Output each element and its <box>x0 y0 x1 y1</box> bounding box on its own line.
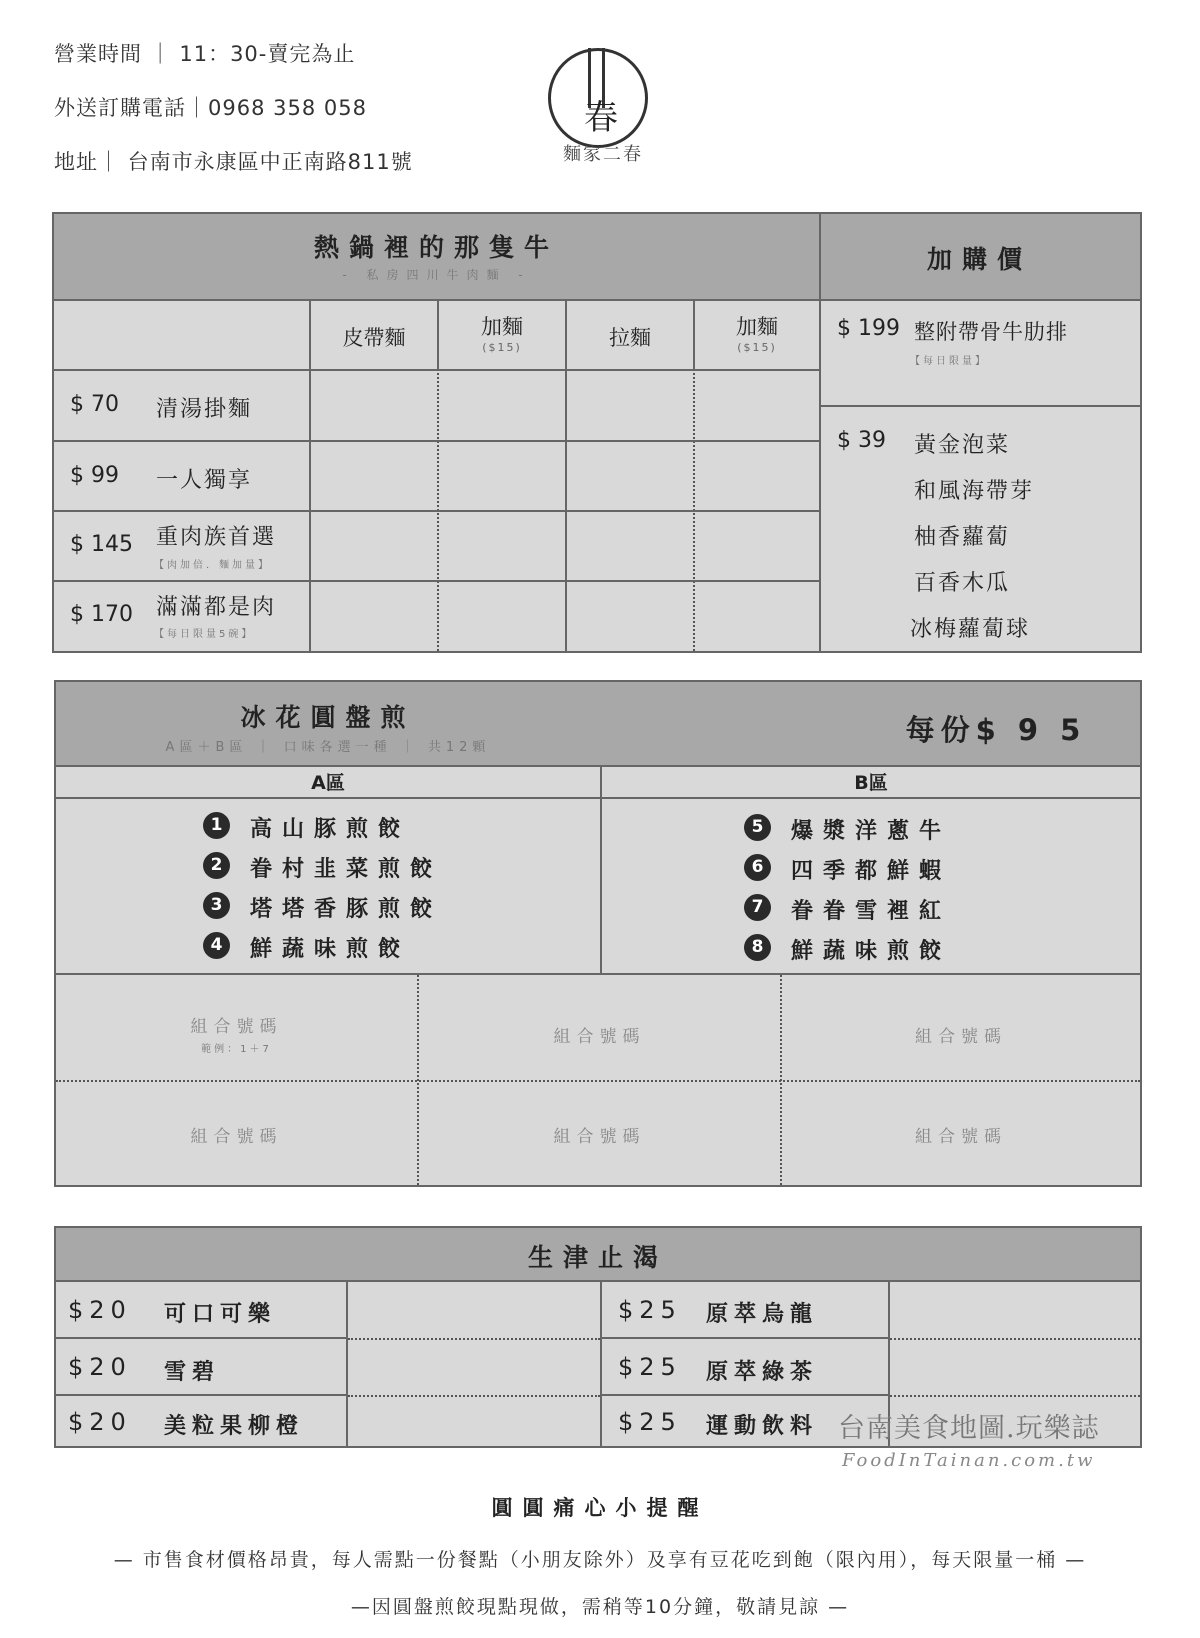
drink-price: $25 <box>618 1408 682 1436</box>
address: 地址｜ 台南市永康區中正南路811號 <box>54 150 413 174</box>
dumpling-name: 高山豚煎餃 <box>250 817 411 842</box>
dumpling-name: 塔塔香豚煎餃 <box>250 897 443 922</box>
reminder-title: 圓圓痛心小提醒 <box>491 1496 709 1520</box>
dumpling-subtitle: A區＋B區 ｜ 口味各選一種 ｜ 共12顆 <box>165 740 491 755</box>
divider <box>54 299 1140 301</box>
number-badge: 5 <box>744 814 771 841</box>
col-header-extra-price: ($15) <box>737 341 777 354</box>
side-item: 柚香蘿蔔 <box>914 525 1011 550</box>
dumpling-name: 鮮蔬味煎餃 <box>250 937 411 962</box>
divider <box>54 440 819 442</box>
dumpling-name: 眷村韭菜煎餃 <box>250 857 443 882</box>
number-badge: 2 <box>203 852 230 879</box>
combo-cell-label: 組合號碼 <box>915 1027 1007 1047</box>
col-header-extra-price: ($15) <box>482 341 522 354</box>
drink-name: 美粒果柳橙 <box>164 1414 305 1439</box>
divider <box>602 1394 888 1396</box>
delivery-phone: 外送訂購電話｜0968 358 058 <box>54 96 367 120</box>
dumpling-panel <box>54 680 1142 1187</box>
divider <box>54 510 819 512</box>
col-header-belt-noodle: 皮帶麵 <box>342 326 406 350</box>
business-hours: 營業時間 ｜ 11：30-賣完為止 <box>54 42 356 66</box>
divider <box>600 765 602 973</box>
reminder-line-2: —因圓盤煎餃現點現做，需稍等10分鐘，敬請見諒 — <box>350 1596 850 1618</box>
watermark-title: 台南美食地圖.玩樂誌 <box>838 1413 1100 1444</box>
divider <box>819 214 821 651</box>
divider <box>348 1338 600 1340</box>
combo-cell-label: 組合號碼 <box>190 1017 283 1037</box>
side-price: $ 39 <box>837 428 886 453</box>
combo-cell-label: 組合號碼 <box>553 1027 646 1047</box>
dumpling-name: 鮮蔬味煎餃 <box>791 939 952 964</box>
drink-name: 原萃綠茶 <box>706 1360 819 1385</box>
col-header-extra-noodle: 加麵 <box>736 315 778 339</box>
zone-b-label: B區 <box>854 772 888 794</box>
drink-price: $20 <box>68 1296 132 1324</box>
combo-cell-label: 組合號碼 <box>915 1127 1007 1147</box>
row-price: $ 170 <box>70 602 133 627</box>
number-badge: 1 <box>203 812 230 839</box>
reminder-line-1: — 市售食材價格昂貴，每人需點一份餐點（小朋友除外）及享有豆花吃到飽（限內用），每天限量一桶 — <box>113 1549 1087 1571</box>
col-header-extra-noodle: 加麵 <box>481 315 523 339</box>
divider <box>56 765 1140 767</box>
divider <box>56 1394 346 1396</box>
number-badge: 6 <box>744 854 771 881</box>
drink-name: 雪碧 <box>164 1360 221 1385</box>
combo-cell-label: 組合號碼 <box>553 1127 646 1147</box>
row-name: 清湯掛麵 <box>156 397 253 422</box>
divider <box>56 1280 1140 1282</box>
beef-subtitle: - 私房四川牛肉麵 - <box>342 268 531 282</box>
divider <box>602 1337 888 1339</box>
divider <box>54 580 819 582</box>
divider <box>56 1080 1140 1082</box>
drinks-title: 生津止渴 <box>527 1243 668 1272</box>
number-badge: 3 <box>203 892 230 919</box>
dumpling-title: 冰花圓盤煎 <box>240 703 416 732</box>
rib-name: 整附帶骨牛肋排 <box>914 320 1068 344</box>
dumpling-name: 四季都鮮蝦 <box>791 859 952 884</box>
side-item: 和風海帶芽 <box>914 479 1035 504</box>
drink-price: $20 <box>68 1353 132 1381</box>
divider <box>56 797 1140 799</box>
row-name: 重肉族首選 <box>156 525 277 550</box>
row-price: $ 99 <box>70 463 119 488</box>
drink-name: 運動飲料 <box>706 1414 819 1439</box>
row-price: $ 70 <box>70 392 119 417</box>
dumpling-name: 眷眷雪裡紅 <box>791 899 952 924</box>
dumpling-name: 爆漿洋蔥牛 <box>791 819 952 844</box>
row-name: 滿滿都是肉 <box>156 595 277 620</box>
logo-name: 麵家二春 <box>563 144 643 165</box>
rib-note: 【每日限量】 <box>910 356 988 367</box>
drink-name: 可口可樂 <box>164 1302 277 1327</box>
beef-noodle-panel <box>52 212 1142 653</box>
divider <box>890 1338 1140 1340</box>
beef-title: 熱鍋裡的那隻牛 <box>313 233 559 262</box>
side-item: 冰梅蘿蔔球 <box>910 617 1031 642</box>
dumpling-price: 每份$ 9 5 <box>905 713 1087 747</box>
logo-glyph: 春 <box>584 98 618 138</box>
row-price: $ 145 <box>70 532 133 557</box>
combo-example: 範例：1＋7 <box>201 1044 272 1055</box>
number-badge: 8 <box>744 934 771 961</box>
divider <box>346 1280 348 1446</box>
drink-name: 原萃烏龍 <box>706 1302 819 1327</box>
number-badge: 4 <box>203 932 230 959</box>
col-header-pulled-noodle: 拉麵 <box>609 326 651 350</box>
drink-price: $25 <box>618 1296 682 1324</box>
addon-title: 加購價 <box>926 245 1032 274</box>
number-badge: 7 <box>744 894 771 921</box>
row-name: 一人獨享 <box>156 468 253 493</box>
divider <box>600 1280 602 1446</box>
row-note: 【每日限量5碗】 <box>154 629 255 640</box>
divider <box>56 973 1140 975</box>
divider <box>348 1395 600 1397</box>
divider <box>821 405 1140 407</box>
side-item: 百香木瓜 <box>914 571 1011 596</box>
divider <box>890 1395 1140 1397</box>
side-item: 黃金泡菜 <box>914 433 1011 458</box>
combo-cell-label: 組合號碼 <box>190 1127 283 1147</box>
zone-a-label: A區 <box>311 772 345 794</box>
watermark-url: FoodInTainan.com.tw <box>842 1450 1096 1471</box>
row-note: 【肉加倍．麵加量】 <box>154 560 271 571</box>
drink-price: $20 <box>68 1408 132 1436</box>
divider <box>54 369 819 371</box>
rib-price: $ 199 <box>837 316 900 341</box>
drink-price: $25 <box>618 1353 682 1381</box>
divider <box>56 1337 346 1339</box>
